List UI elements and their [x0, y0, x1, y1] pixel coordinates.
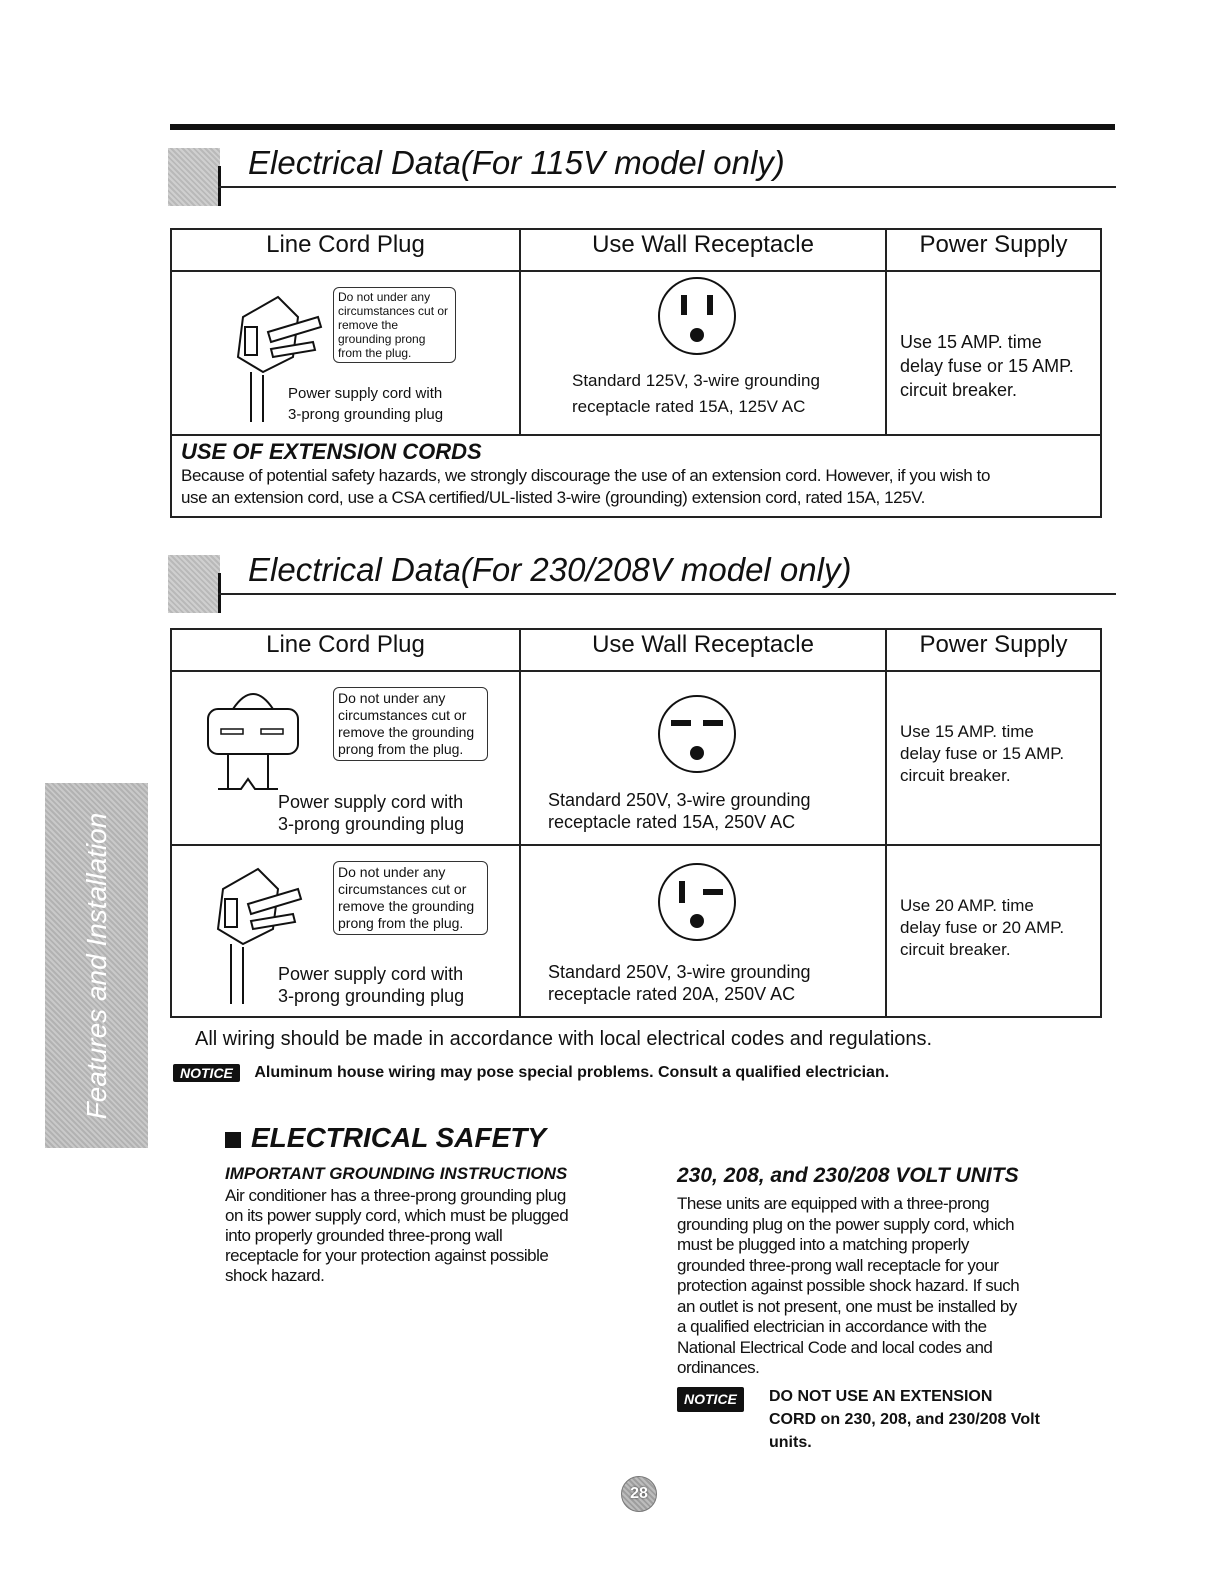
extension-title: USE OF EXTENSION CORDS — [181, 439, 482, 464]
volt-body — [677, 1194, 1107, 1379]
plug-warning-callout: Do not under any circumstances cut or remove the grounding prong from the plug. — [333, 287, 456, 363]
extension-cords-box — [171, 435, 1101, 517]
electrical-table-230v — [170, 628, 1102, 1018]
grounding-body — [225, 1186, 645, 1286]
safety-heading-text: ELECTRICAL SAFETY — [251, 1122, 547, 1153]
side-tab — [45, 783, 148, 1148]
notice-line: units. — [769, 1433, 812, 1451]
plug-caption-1: Power supply cord with — [288, 385, 443, 402]
section-marker — [168, 555, 220, 613]
grounding-line: on its power supply cord, which must be plugged — [225, 1206, 569, 1225]
power-text-1: Use 20 AMP. time — [900, 896, 1034, 915]
power-text-1: Use 15 AMP. time — [900, 332, 1042, 352]
side-tab-label: Features and Installation — [80, 812, 112, 1119]
safety-heading — [225, 1122, 546, 1154]
notice-badge: NOTICE — [173, 1064, 240, 1082]
grounding-title: IMPORTANT GROUNDING INSTRUCTIONS — [225, 1164, 568, 1183]
receptacle-text-1: Standard 250V, 3-wire grounding — [548, 962, 811, 982]
plug-warning-callout: Do not under any circumstances cut or remove the grounding prong from the plug. — [333, 687, 488, 761]
page-number: 28 — [630, 1485, 648, 1502]
header-wall-receptacle: Use Wall Receptacle — [520, 629, 886, 671]
power-text-2: delay fuse or 15 AMP. — [900, 744, 1065, 763]
grounding-instructions — [225, 1164, 645, 1286]
section-title: Electrical Data(For 230/208V model only) — [248, 551, 852, 588]
plug-caption-1: Power supply cord with — [278, 792, 464, 812]
volt-title: 230, 208, and 230/208 VOLT UNITS — [677, 1164, 1019, 1187]
grounding-line: into properly grounded three-prong wall — [225, 1226, 503, 1245]
header-line-cord-plug: Line Cord Plug — [171, 629, 520, 671]
volt-units-section — [677, 1164, 1107, 1454]
bullet-square — [225, 1132, 241, 1148]
wiring-note: All wiring should be made in accordance with local electrical codes and regulations. — [195, 1028, 933, 1050]
power-text-3: circuit breaker. — [900, 380, 1018, 400]
section-title: Electrical Data(For 115V model only) — [248, 144, 785, 181]
notice-badge: NOTICE — [677, 1387, 744, 1412]
receptacle-text-2: receptacle rated 15A, 250V AC — [548, 812, 796, 832]
plug-caption-2: 3-prong grounding plug — [288, 406, 444, 423]
receptacle-cell — [520, 271, 886, 435]
volt-line: ordinances. — [677, 1358, 760, 1377]
plug-cell — [171, 845, 520, 1017]
receptacle-text-2: receptacle rated 15A, 125V AC — [572, 397, 806, 416]
receptacle-cell — [520, 671, 886, 845]
receptacle-cell — [520, 845, 886, 1017]
extension-line-2: use an extension cord, use a CSA certified/UL-listed 3-wire (grounding) extension cord, rated 15A, 125V. — [181, 488, 925, 507]
volt-line: grounded three-prong wall receptacle for your — [677, 1255, 999, 1275]
volt-line: National Electrical Code and local codes and — [677, 1337, 993, 1357]
extension-line-1: Because of potential safety hazards, we strongly discourage the use of an extension cord. However, if you wish to — [181, 466, 991, 485]
volt-line: must be plugged into a matching properly — [677, 1235, 969, 1254]
top-rule — [170, 124, 1115, 130]
power-cell — [886, 671, 1101, 845]
power-text-2: delay fuse or 20 AMP. — [900, 918, 1065, 937]
electrical-table-115v — [170, 228, 1102, 518]
plug-caption-2: 3-prong grounding plug — [278, 814, 465, 834]
receptacle-250v-15a-icon — [657, 693, 737, 775]
extension-notice — [677, 1385, 1107, 1454]
power-cell — [886, 845, 1101, 1017]
grounding-line: Air conditioner has a three-prong grounding plug — [225, 1186, 566, 1205]
plug-cell — [171, 671, 520, 845]
volt-line: These units are equipped with a three-prong — [677, 1194, 990, 1213]
aluminum-notice — [173, 1064, 889, 1082]
receptacle-125v-icon — [657, 275, 737, 357]
plug-warning-callout: Do not under any circumstances cut or remove the grounding prong from the plug. — [333, 861, 488, 935]
plug-caption-1: Power supply cord with — [278, 964, 464, 984]
section-heading-115v — [168, 144, 1116, 188]
power-cell — [886, 271, 1101, 435]
plug-cell — [171, 271, 520, 435]
header-power-supply: Power Supply — [886, 629, 1101, 671]
power-text-3: circuit breaker. — [900, 766, 1011, 785]
aluminum-notice-text: Aluminum house wiring may pose special problems. Consult a qualified electrician. — [254, 1064, 890, 1082]
receptacle-text-1: Standard 125V, 3-wire grounding — [572, 371, 820, 390]
volt-line: grounding plug on the power supply cord, which — [677, 1214, 1015, 1234]
header-line-cord-plug: Line Cord Plug — [171, 229, 520, 271]
section-heading-230v — [168, 551, 1116, 595]
header-power-supply: Power Supply — [886, 229, 1101, 271]
receptacle-250v-20a-icon — [657, 861, 737, 943]
power-text-2: delay fuse or 15 AMP. — [900, 356, 1074, 376]
power-text-1: Use 15 AMP. time — [900, 722, 1034, 741]
plug-caption-2: 3-prong grounding plug — [278, 986, 465, 1006]
section-marker — [168, 148, 220, 206]
volt-line: a qualified electrician in accordance with the — [677, 1317, 987, 1336]
notice-line: CORD on 230, 208, and 230/208 Volt — [769, 1410, 1040, 1428]
volt-line: protection against possible shock hazard. If such — [677, 1276, 1020, 1295]
receptacle-text-1: Standard 250V, 3-wire grounding — [548, 790, 811, 810]
header-wall-receptacle: Use Wall Receptacle — [520, 229, 886, 271]
grounding-line: receptacle for your protection against possible — [225, 1246, 549, 1265]
grounding-line: shock hazard. — [225, 1266, 325, 1285]
power-text-3: circuit breaker. — [900, 940, 1011, 959]
volt-line: an outlet is not present, one must be installed by — [677, 1296, 1017, 1316]
receptacle-text-2: receptacle rated 20A, 250V AC — [548, 984, 796, 1004]
notice-line: DO NOT USE AN EXTENSION — [769, 1387, 993, 1405]
page-number-badge — [621, 1476, 657, 1512]
